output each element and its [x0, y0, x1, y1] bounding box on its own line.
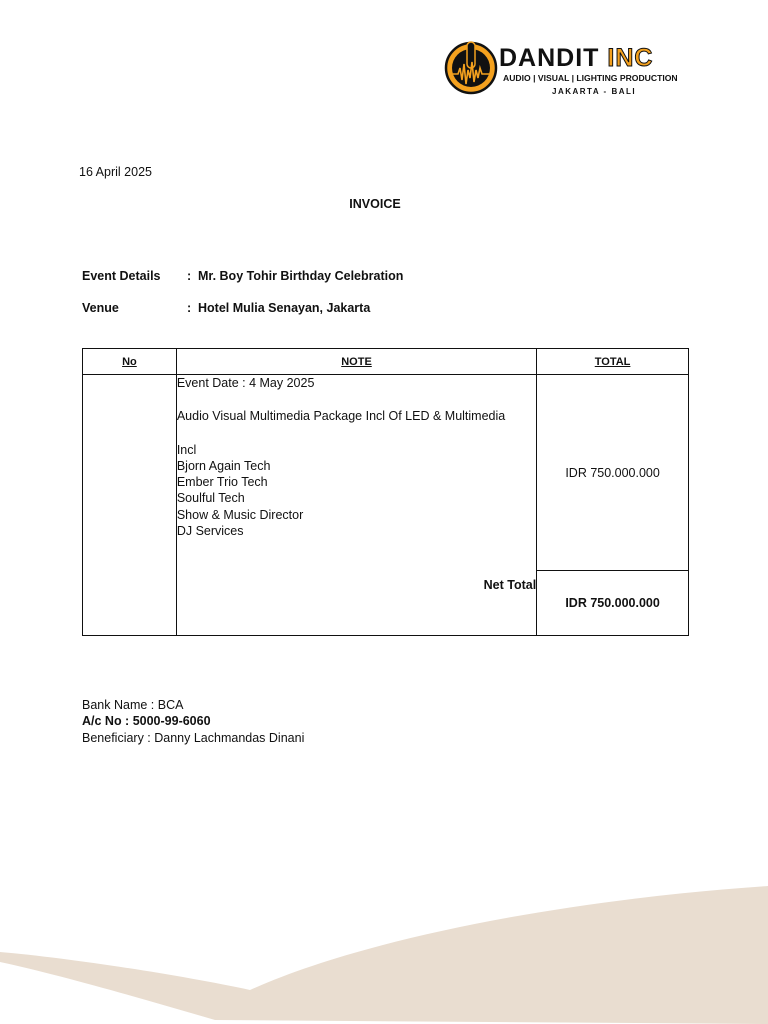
- header-note: NOTE: [176, 349, 536, 375]
- package-line: Audio Visual Multimedia Package Incl Of LED & Multimedia: [176, 409, 506, 424]
- header-total: TOTAL: [537, 349, 689, 375]
- logo-word-accent: INC: [607, 44, 654, 72]
- include-item: Show & Music Director: [176, 507, 304, 522]
- bank-name: Bank Name : BCA: [82, 698, 184, 712]
- include-item: DJ Services: [176, 524, 244, 539]
- event-details-value: Mr. Boy Tohir Birthday Celebration: [198, 269, 404, 283]
- includes-label: Incl: [176, 442, 197, 457]
- header-no: No: [83, 349, 177, 375]
- event-details-label: Event Details: [82, 269, 161, 283]
- include-item: Bjorn Again Tech: [176, 458, 271, 473]
- logo-tagline: AUDIO | VISUAL | LIGHTING PRODUCTION: [503, 73, 678, 83]
- logo-cities: JAKARTA - BALI: [552, 87, 637, 96]
- invoice-date: 16 April 2025: [79, 165, 152, 179]
- table-header-row: [83, 349, 689, 375]
- account-number: A/c No : 5000-99-6060: [82, 714, 211, 728]
- row-note-cell: [176, 375, 536, 636]
- event-date-line: Event Date : 4 May 2025: [176, 376, 315, 390]
- microphone-icon: [443, 40, 499, 96]
- footer-wave-decoration: [0, 880, 768, 1024]
- include-item: Soulful Tech: [176, 491, 245, 506]
- row-total-cell: IDR 750.000.000: [537, 375, 689, 571]
- logo-wordmark: [499, 44, 653, 73]
- venue-label: Venue: [82, 301, 119, 315]
- logo-word-main: DANDIT: [499, 44, 600, 72]
- company-logo: [443, 40, 743, 100]
- include-item: Ember Trio Tech: [176, 475, 268, 490]
- beneficiary: Beneficiary : Danny Lachmandas Dinani: [82, 731, 305, 745]
- row-no-cell: [83, 375, 177, 636]
- document-title: INVOICE: [349, 197, 401, 211]
- venue-colon: :: [187, 301, 192, 315]
- net-total-label: Net Total: [483, 578, 537, 593]
- event-details-colon: :: [187, 269, 192, 283]
- venue-value: Hotel Mulia Senayan, Jakarta: [198, 301, 371, 315]
- table-row: [83, 375, 689, 571]
- invoice-table: [82, 348, 689, 636]
- net-total-value: IDR 750.000.000: [537, 571, 689, 636]
